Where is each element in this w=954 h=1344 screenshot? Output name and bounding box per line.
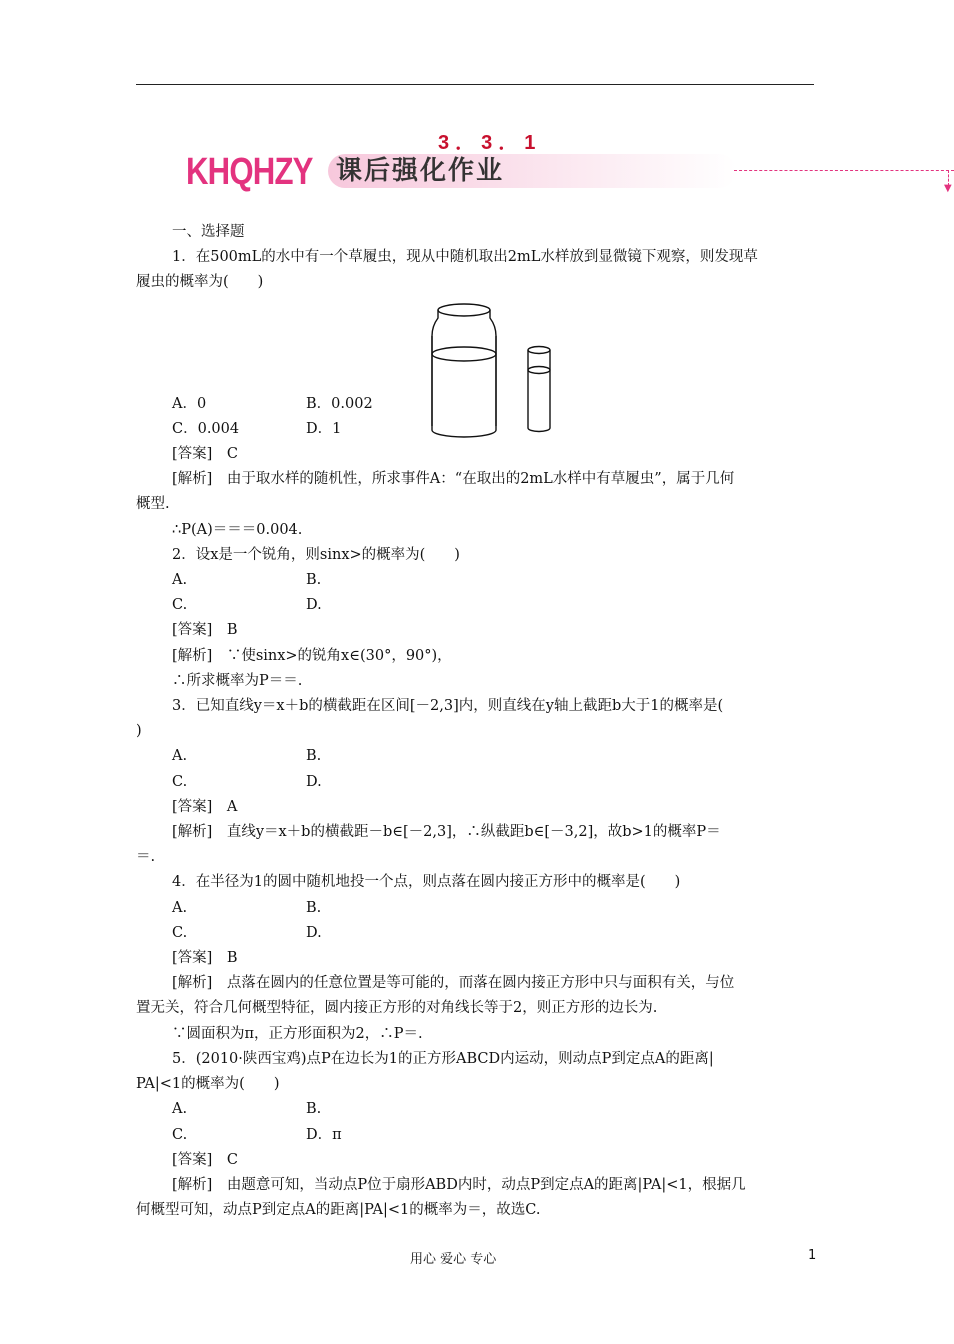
q4-option-c: C. <box>172 924 188 941</box>
q5-stem: 5．(2010·陕西宝鸡)点P在边长为1的正方形ABCD内运动，则动点P到定点A的距离| <box>172 1050 714 1067</box>
banner <box>186 150 952 194</box>
q5-analysis-cont: 何概型可知，动点P到定点A的距离|PA|<1的概率为＝，故选C. <box>136 1202 541 1219</box>
q5-stem-cont: PA|<1的概率为( ) <box>136 1076 280 1093</box>
q3-answer: [答案] A <box>172 798 238 815</box>
q2-stem: 2．设x是一个锐角，则sinx>的概率为( ) <box>172 546 460 563</box>
q5-options-row2 <box>136 1123 814 1148</box>
q4-analysis-cont: 置无关，符合几何概型特征，圆内接正方形的对角线长等于2，则正方形的边长为. <box>136 1000 658 1017</box>
header-rule <box>136 84 814 85</box>
q2-option-d: D. <box>306 597 322 614</box>
q3-option-a: A. <box>172 748 188 765</box>
page-number: 1 <box>808 1248 817 1263</box>
q5-option-d: D．π <box>306 1126 342 1143</box>
q1-analysis-result: ∴P(A)＝＝＝0.004. <box>172 521 303 538</box>
banner-title: 课后强化作业 <box>336 156 505 186</box>
q4-stem: 4．在半径为1的圆中随机地投一个点，则点落在圆内接正方形中的概率是( ) <box>172 874 681 891</box>
q5-options-row1 <box>136 1097 814 1122</box>
q2-answer: [答案] B <box>172 622 238 639</box>
q2-analysis-result: ∴所求概率为P＝＝. <box>172 672 303 689</box>
banner-logo: KHQHZY <box>186 151 313 193</box>
section-number: 3．3．1 <box>438 132 542 154</box>
q2-option-c: C. <box>172 597 188 614</box>
q1-option-d: D．1 <box>306 420 342 437</box>
q1-stem-cont: 履虫的概率为( ) <box>136 274 264 291</box>
q4-options-row1 <box>136 896 814 921</box>
q4-answer: [答案] B <box>172 950 238 967</box>
q3-options-row2 <box>136 770 814 795</box>
q5-answer: [答案] C <box>172 1151 238 1168</box>
q3-options-row1 <box>136 744 814 769</box>
q3-analysis: [解析] 直线y＝x＋b的横截距－b∈[－2,3]，∴纵截距b∈[－3,2]，故b>1的概率P＝ <box>172 824 721 841</box>
q5-option-b: B. <box>306 1101 322 1118</box>
q3-option-c: C. <box>172 773 188 790</box>
q3-stem: 3．已知直线y＝x＋b的横截距在区间[－2,3]内，则直线在y轴上截距b大于1的概率是( <box>172 698 724 715</box>
banner-dashed-line <box>734 170 954 171</box>
q4-option-a: A. <box>172 899 188 916</box>
q3-stem-cont: ) <box>136 723 142 740</box>
q1-option-a: A．0 <box>172 395 207 412</box>
q5-option-c: C. <box>172 1126 188 1143</box>
q1-options-row1 <box>136 392 814 417</box>
q2-options-row1 <box>136 568 814 593</box>
q3-analysis-cont: ＝. <box>136 849 156 866</box>
q4-options-row2 <box>136 921 814 946</box>
q2-option-b: B. <box>306 572 322 589</box>
q4-analysis-result: ∵圆面积为π，正方形面积为2，∴P＝. <box>172 1025 423 1042</box>
q1-answer: [答案] C <box>172 446 238 463</box>
q2-option-a: A. <box>172 572 188 589</box>
q1-option-b: B．0.002 <box>306 395 373 412</box>
q4-option-d: D. <box>306 924 322 941</box>
q3-option-b: B. <box>306 748 322 765</box>
q2-analysis: [解析] ∵使sinx>的锐角x∈(30°，90°)， <box>172 647 452 664</box>
q4-option-b: B. <box>306 899 322 916</box>
q1-analysis-cont: 概型. <box>136 496 170 513</box>
q1-analysis: [解析] 由于取水样的随机性，所求事件A：“在取出的2mL水样中有草履虫”，属于几何 <box>172 471 735 488</box>
q5-analysis: [解析] 由题意可知，当动点P位于扇形ABD内时，动点P到定点A的距离|PA|<1，根据几 <box>172 1176 746 1193</box>
beaker-illustration <box>136 296 814 392</box>
q2-options-row2 <box>136 593 814 618</box>
q1-stem: 1．在500mL的水中有一个草履虫，现从中随机取出2mL水样放到显微镜下观察，则发现草 <box>172 249 758 266</box>
document-body <box>136 220 814 1223</box>
footer-slogan: 用心 爱心 专心 <box>410 1252 497 1267</box>
q5-option-a: A. <box>172 1101 188 1118</box>
arrow-down-icon: ▼ <box>944 183 952 194</box>
q4-analysis: [解析] 点落在圆内的任意位置是等可能的，而落在圆内接正方形中只与面积有关，与位 <box>172 975 735 992</box>
q1-option-c: C．0.004 <box>172 420 240 437</box>
q1-options-row2 <box>136 417 814 442</box>
section-heading: 一、选择题 <box>172 224 245 240</box>
beaker-figure <box>136 296 814 392</box>
q3-option-d: D. <box>306 773 322 790</box>
